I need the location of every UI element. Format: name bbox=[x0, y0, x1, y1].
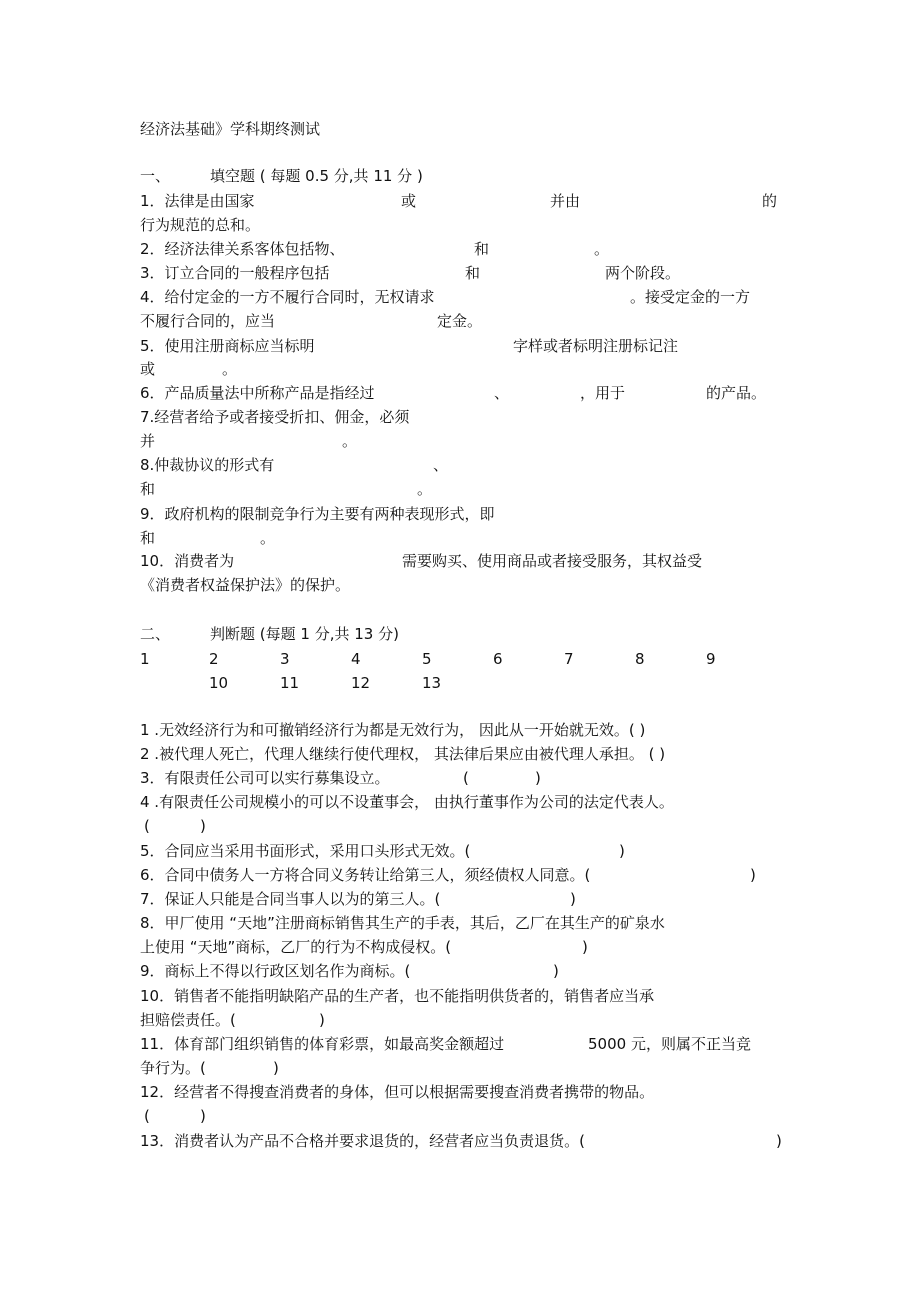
text-segment: 5．合同应当采用书面形式，采用口头形式无效。( bbox=[140, 842, 471, 860]
answer-number: 3 bbox=[280, 650, 290, 668]
answer-number: 4 bbox=[351, 650, 361, 668]
text-segment: 9．政府机构的限制竞争行为主要有两种表现形式，即 bbox=[140, 505, 495, 523]
text-segment: ( bbox=[144, 817, 150, 835]
text-segment: ) bbox=[273, 1059, 279, 1077]
answer-number: 2 bbox=[209, 650, 219, 668]
section2-title: 判断题 (每题 1 分,共 13 分) bbox=[210, 625, 399, 643]
text-segment: 1．法律是由国家 bbox=[140, 192, 255, 210]
text-segment: 8．甲厂使用 “天地”注册商标销售其生产的手表，其后，乙厂在其生产的矿泉水 bbox=[140, 914, 665, 932]
text-segment: ) bbox=[319, 1011, 325, 1029]
section1-title: 填空题 ( 每题 0.5 分,共 11 分 ) bbox=[210, 167, 423, 185]
text-segment: 10．消费者为 bbox=[140, 552, 235, 570]
text-segment: 和 bbox=[140, 480, 156, 498]
text-segment: 上使用 “天地”商标，乙厂的行为不构成侵权。( bbox=[140, 938, 452, 956]
text-segment: 7.经营者给予或者接受折扣、佣金，必须 bbox=[140, 408, 410, 426]
text-segment: 的产品。 bbox=[706, 384, 767, 402]
text-segment: 和 bbox=[465, 264, 481, 282]
text-segment: ) bbox=[200, 1107, 206, 1125]
text-segment: 7．保证人只能是合同当事人以为的第三人。( bbox=[140, 890, 441, 908]
text-segment: ) bbox=[535, 769, 541, 787]
text-segment: 需要购买、使用商品或者接受服务，其权益受 bbox=[402, 552, 703, 570]
text-segment: ) bbox=[619, 842, 625, 860]
text-segment: 9．商标上不得以行政区划名作为商标。( bbox=[140, 962, 411, 980]
text-segment: 4 .有限责任公司规模小的可以不设董事会， 由执行董事作为公司的法定代表人。 bbox=[140, 793, 674, 811]
answer-number: 10 bbox=[209, 674, 229, 692]
text-segment: 11．体育部门组织销售的体育彩票，如最高奖金额超过 bbox=[140, 1035, 505, 1053]
text-segment: 《消费者权益保护法》的保护。 bbox=[140, 576, 351, 594]
text-segment: 。 bbox=[342, 432, 358, 450]
answer-number: 8 bbox=[635, 650, 645, 668]
text-segment: 4．给付定金的一方不履行合同时，无权请求 bbox=[140, 288, 435, 306]
text-segment: ) bbox=[750, 866, 756, 884]
answer-number: 5 bbox=[422, 650, 432, 668]
text-segment: 、 bbox=[494, 384, 510, 402]
text-segment: 字样或者标明注册标记注 bbox=[513, 337, 679, 355]
text-segment: 10．销售者不能指明缺陷产品的生产者，也不能指明供货者的，销售者应当承 bbox=[140, 987, 655, 1005]
text-segment: 。接受定金的一方 bbox=[630, 288, 751, 306]
text-segment: 。 bbox=[594, 240, 610, 258]
text-segment: 不履行合同的，应当 bbox=[140, 312, 276, 330]
answer-number: 13 bbox=[422, 674, 442, 692]
text-segment: ，用于 bbox=[580, 384, 626, 402]
text-segment: 1 .无效经济行为和可撤销经济行为都是无效行为， 因此从一开始就无效。( ) bbox=[140, 721, 646, 739]
text-segment: 。 bbox=[260, 529, 276, 547]
text-segment: 和 bbox=[474, 240, 490, 258]
text-segment: 争行为。( bbox=[140, 1059, 206, 1077]
text-segment: 6．合同中债务人一方将合同义务转让给第三人，须经债权人同意。( bbox=[140, 866, 591, 884]
title-text: 经济法基础》学科期终测试 bbox=[140, 120, 321, 138]
text-segment: ) bbox=[570, 890, 576, 908]
text-segment: ) bbox=[582, 938, 588, 956]
text-segment: 和 bbox=[140, 529, 156, 547]
answer-number: 6 bbox=[493, 650, 503, 668]
answer-number: 7 bbox=[564, 650, 574, 668]
text-segment: 6．产品质量法中所称产品是指经过 bbox=[140, 384, 375, 402]
text-segment: ) bbox=[200, 817, 206, 835]
text-segment: 或 bbox=[140, 360, 156, 378]
text-segment: 并由 bbox=[550, 192, 581, 210]
text-segment: 13．消费者认为产品不合格并要求退货的，经营者应当负责退货。( bbox=[140, 1132, 585, 1150]
text-segment: 或 bbox=[401, 192, 417, 210]
text-segment: 2．经济法律关系客体包括物、 bbox=[140, 240, 345, 258]
text-segment: 3．有限责任公司可以实行募集设立。 bbox=[140, 769, 390, 787]
answer-number: 12 bbox=[351, 674, 371, 692]
text-segment: 8.仲裁协议的形式有 bbox=[140, 456, 275, 474]
answer-number: 11 bbox=[280, 674, 300, 692]
answer-number: 1 bbox=[140, 650, 150, 668]
text-segment: 定金。 bbox=[437, 312, 483, 330]
text-segment: ) bbox=[553, 962, 559, 980]
text-segment: 、 bbox=[433, 456, 449, 474]
text-segment: 行为规范的总和。 bbox=[140, 216, 261, 234]
section1-number: 一、 bbox=[140, 167, 171, 185]
text-segment: 5．使用注册商标应当标明 bbox=[140, 337, 315, 355]
text-segment: 12．经营者不得搜查消费者的身体，但可以根据需要搜查消费者携带的物品。 bbox=[140, 1083, 655, 1101]
text-segment: ( bbox=[144, 1107, 150, 1125]
text-segment: 两个阶段。 bbox=[605, 264, 681, 282]
text-segment: 。 bbox=[222, 360, 238, 378]
text-segment: 并 bbox=[140, 432, 156, 450]
text-segment: 5000 元，则属不正当竞 bbox=[588, 1035, 751, 1053]
text-segment: 。 bbox=[417, 480, 433, 498]
text-segment: 3．订立合同的一般程序包括 bbox=[140, 264, 330, 282]
text-segment: 担赔偿责任。( bbox=[140, 1011, 236, 1029]
section2-number: 二、 bbox=[140, 625, 171, 643]
text-segment: ) bbox=[776, 1132, 782, 1150]
text-segment: ( bbox=[463, 769, 469, 787]
text-segment: 2 .被代理人死亡，代理人继续行使代理权， 其法律后果应由被代理人承担。 ( ) bbox=[140, 745, 666, 763]
text-segment: 的 bbox=[762, 192, 778, 210]
answer-number: 9 bbox=[706, 650, 716, 668]
